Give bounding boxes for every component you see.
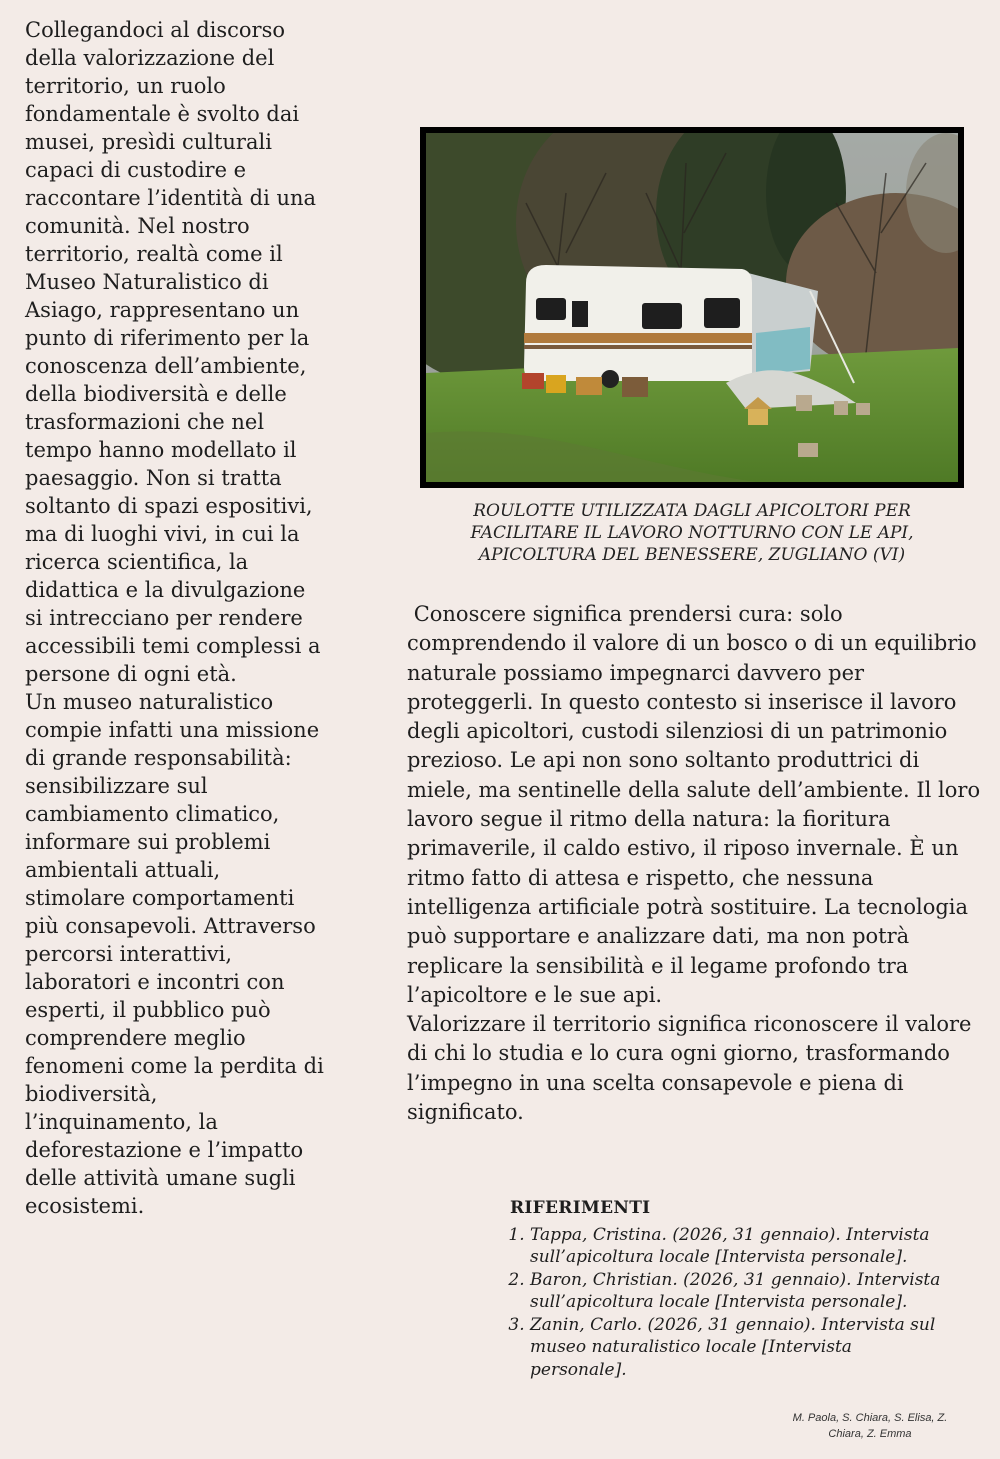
caravan-photo-illustration <box>426 133 958 482</box>
references-list <box>510 1224 950 1382</box>
photo-caption: ROULOTTE UTILIZZATA DAGLI APICOLTORI PER FACILITARE IL LAVORO NOTTURNO CON LE API, APICOLTURA DEL BENESSERE, ZUGLIANO (VI) <box>470 501 914 565</box>
reference-item: 3. Zanin, Carlo. (2026, 31 gennaio). Intervista sul museo naturalistico locale [Intervista personale]. <box>530 1314 950 1382</box>
authors-line-1: M. Paola, S. Chiara, S. Elisa, Z. <box>792 1412 948 1424</box>
references-section <box>510 1197 950 1381</box>
left-paragraph-2: Un museo naturalistico compie infatti una missione di grande responsabilità: sensibilizzare sul cambiamento climatico, informare sui problemi ambientali attuali, stimolare comportamenti più consapevoli. Attraverso percorsi interattivi, laboratori e incontri con esperti, il pubblico può comprendere meglio fenomeni come la perdita di biodiversità, l’inquinamento, la deforestazione e l’impatto delle attività umane sugli ecosistemi. <box>25 690 324 1218</box>
caravan-photo <box>420 127 964 488</box>
right-paragraph-1: Conoscere significa prendersi cura: solo comprendendo il valore di un bosco o di un equilibrio naturale possiamo impegnarci davvero per proteggerli. In questo contesto si inserisce il lavoro degli apicoltori, custodi silenziosi di un patrimonio prezioso. Le api non sono soltanto produttrici di miele, ma sentinelle della salute dell’ambiente. Il loro lavoro segue il ritmo della natura: la fioritura primaverile, il caldo estivo, il riposo invernale. È un ritmo fatto di attesa e rispetto, che nessuna intelligenza artificiale potrà sostituire. La tecnologia può supportare e analizzare dati, ma non potrà replicare la sensibilità e il legame profondo tra l’apicoltore e le sue api. <box>407 602 987 1007</box>
authors-credit <box>770 1410 970 1442</box>
reference-item: 2. Baron, Christian. (2026, 31 gennaio). Intervista sull’apicoltura locale [Intervista personale]. <box>530 1269 950 1314</box>
left-text-column <box>25 16 325 1220</box>
reference-item: 1. Tappa, Cristina. (2026, 31 gennaio). Intervista sull’apicoltura locale [Intervista personale]. <box>530 1224 950 1269</box>
right-paragraph-2: Valorizzare il territorio significa riconoscere il valore di chi lo studia e lo cura ogni giorno, trasformando l’impegno in una scelta consapevole e piena di significato. <box>407 1012 972 1125</box>
authors-line-2: Chiara, Z. Emma <box>828 1428 912 1440</box>
references-title: RIFERIMENTI <box>510 1198 651 1218</box>
left-paragraph-1: Collegandoci al discorso della valorizzazione del territorio, un ruolo fondamentale è svolto dai musei, presìdi culturali capaci di custodire e raccontare l’identità di una comunità. Nel nostro territorio, realtà come il Museo Naturalistico di Asiago, rappresentano un punto di riferimento per la conoscenza dell’ambiente, della biodiversità e delle trasformazioni che nel tempo hanno modellato il paesaggio. Non si tratta soltanto di spazi espositivi, ma di luoghi vivi, in cui la ricerca scientifica, la didattica e la divulgazione si intrecciano per rendere accessibili temi complessi a persone di ogni età. <box>25 18 321 686</box>
right-text-column <box>407 600 987 1127</box>
